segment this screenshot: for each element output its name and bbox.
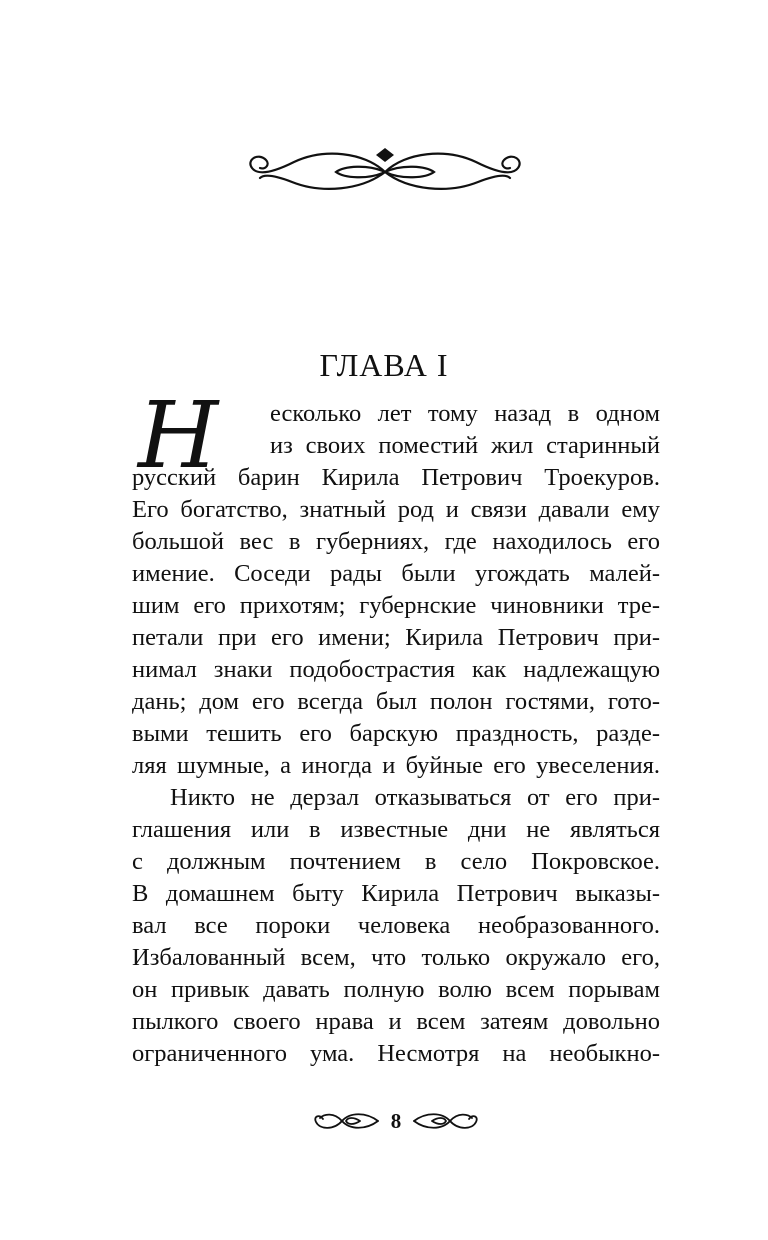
footer-ornament-left-icon	[310, 1110, 380, 1132]
text-line: петали при его имени; Кирила Петрович при-	[132, 624, 660, 651]
text-line: ляя шумные, а иногда и буйные его увеселения.	[132, 752, 660, 779]
text-line: глашения или в известные дни не являться	[132, 816, 660, 843]
text-line: шим его прихотям; губернские чиновники тре-	[132, 592, 660, 619]
text-line: Его богатство, знатный род и связи давали ему	[132, 496, 660, 523]
text-line: Никто не дерзал отказываться от его при-	[170, 784, 660, 811]
text-line: дань; дом его всегда был полон гостями, гото-	[132, 688, 660, 715]
text-line: из своих поместий жил старинный	[270, 432, 660, 459]
chapter-title: ГЛАВА I	[319, 347, 449, 383]
text-line: В домашнем быту Кирила Петрович выказы-	[132, 880, 660, 907]
footer-ornament-right-icon	[412, 1110, 482, 1132]
text-line: с должным почтением в село Покровское.	[132, 848, 660, 875]
top-ornament-icon	[244, 140, 526, 200]
chapter-text	[132, 382, 660, 1070]
page-footer	[0, 1106, 768, 1136]
text-line: имение. Соседи рады были угождать малей-	[132, 560, 660, 587]
page-number: 8	[390, 1109, 402, 1133]
text-line: вал все пороки человека необразованного.	[132, 912, 660, 939]
text-line: он привык давать полную волю всем порывам	[132, 976, 660, 1003]
text-line: нимал знаки подобострастия как надлежащую	[132, 656, 660, 683]
text-line: выми тешить его барскую праздность, разде-	[132, 720, 660, 747]
drop-cap: Н	[138, 382, 219, 489]
text-line: большой вес в губерниях, где находилось его	[132, 528, 660, 555]
text-line: Избалованный всем, что только окружало его,	[132, 944, 660, 971]
text-line: ограниченного ума. Несмотря на необыкно-	[132, 1040, 660, 1067]
text-line: есколько лет тому назад в одном	[270, 400, 660, 427]
text-line: русский барин Кирила Петрович Троекуров.	[132, 464, 660, 491]
text-line: пылкого своего нрава и всем затеям довольно	[132, 1008, 660, 1035]
